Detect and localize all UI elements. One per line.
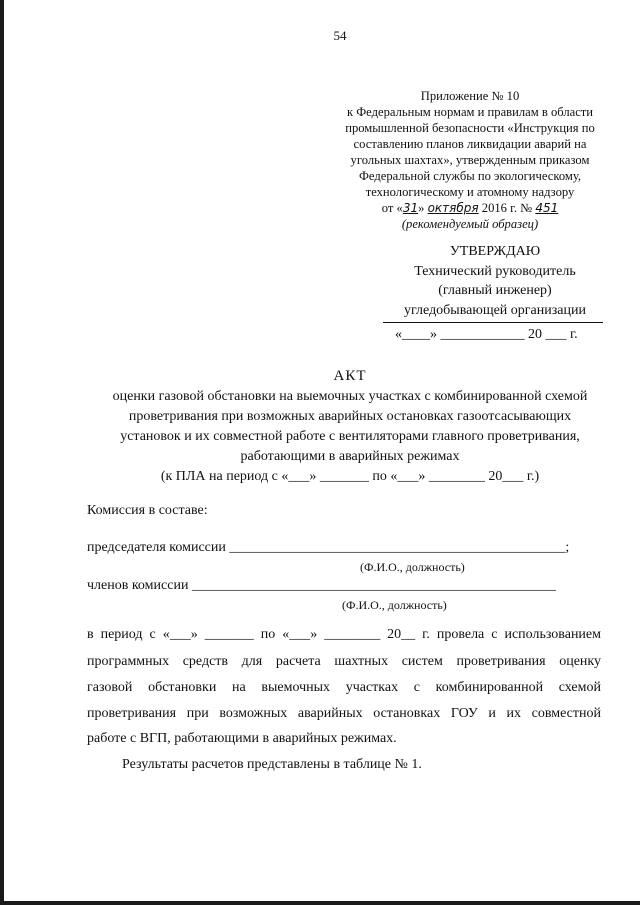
act-period: (к ПЛА на период с «___» _______ по «___» ________ 20___ г.) xyxy=(160,469,540,484)
handwritten-month: октября xyxy=(427,201,479,215)
appendix-line: к Федеральным нормам и правилам в области xyxy=(346,105,594,119)
results-text: Результаты расчетов представлены в таблице № 1. xyxy=(122,757,422,772)
act-subject xyxy=(50,387,640,487)
approval-line: Технический руководитель xyxy=(414,263,576,279)
paragraph-line: в период с «___» _______ по «___» ________ 20__ г. провела с использованием xyxy=(87,627,601,642)
signature-line xyxy=(383,322,603,323)
handwritten-day: 31 xyxy=(402,201,419,215)
date-prefix: от « xyxy=(381,201,403,215)
appendix-line: технологическому и атомному надзору xyxy=(365,185,575,199)
paragraph-line: программных средств для расчета шахтных систем проветривания оценку xyxy=(87,654,601,669)
members-blank: ____________________________________________________ xyxy=(191,578,556,593)
members-row xyxy=(87,578,556,594)
act-title: АКТ xyxy=(333,368,367,384)
appendix-order-date xyxy=(330,200,610,216)
chair-row xyxy=(87,540,569,556)
approval-line: угледобывающей организации xyxy=(404,302,586,318)
approval-block xyxy=(380,242,610,320)
page-number: 54 xyxy=(333,28,347,43)
chair-blank: ________________________________________________; xyxy=(229,540,570,555)
paragraph-line: газовой обстановки на выемочных участках с комбинированной схемой xyxy=(87,680,601,695)
handwritten-order-number: 451 xyxy=(535,201,559,215)
date-year: 2016 г. № xyxy=(478,201,536,215)
appendix-line: Федеральной службы по экологическому, xyxy=(358,169,582,183)
commission-intro: Комиссия в составе: xyxy=(87,503,208,518)
approval-date-blank: «____» ____________ 20 ___ г. xyxy=(395,327,578,342)
appendix-line: промышленной безопасности «Инструкция по xyxy=(345,121,595,135)
chair-caption: (Ф.И.О., должность) xyxy=(360,560,465,574)
members-caption: (Ф.И.О., должность) xyxy=(342,598,447,612)
approval-line: (главный инженер) xyxy=(438,283,552,298)
paragraph-last-line: работе с ВГП, работающими в аварийных режимах. xyxy=(87,731,397,746)
date-mid: » xyxy=(418,201,428,215)
scan-border-left xyxy=(0,0,4,905)
act-subject-line: оценки газовой обстановки на выемочных участках с комбинированной схемой xyxy=(112,389,588,404)
chair-label: председателя комиссии xyxy=(87,540,226,555)
appendix-line: составлению планов ликвидации аварий на xyxy=(353,137,587,151)
appendix-line: угольных шахтах», утвержденным приказом xyxy=(350,153,590,167)
approval-heading: УТВЕРЖДАЮ xyxy=(449,244,541,259)
appendix-block xyxy=(330,88,610,232)
scan-border-bottom xyxy=(0,901,640,905)
act-subject-line: проветривания при возможных аварийных остановках газоотсасывающих xyxy=(128,409,572,424)
members-label: членов комиссии xyxy=(87,578,189,593)
act-subject-line: работающими в аварийных режимах xyxy=(240,449,460,464)
paragraph-line: проветривания при возможных аварийных остановках ГОУ и их совместной xyxy=(87,706,601,721)
appendix-line: Приложение № 10 xyxy=(420,89,520,103)
appendix-note: (рекомендуемый образец) xyxy=(401,217,539,231)
act-subject-line: установок и их совместной работе с вентиляторами главного проветривания, xyxy=(120,429,580,444)
